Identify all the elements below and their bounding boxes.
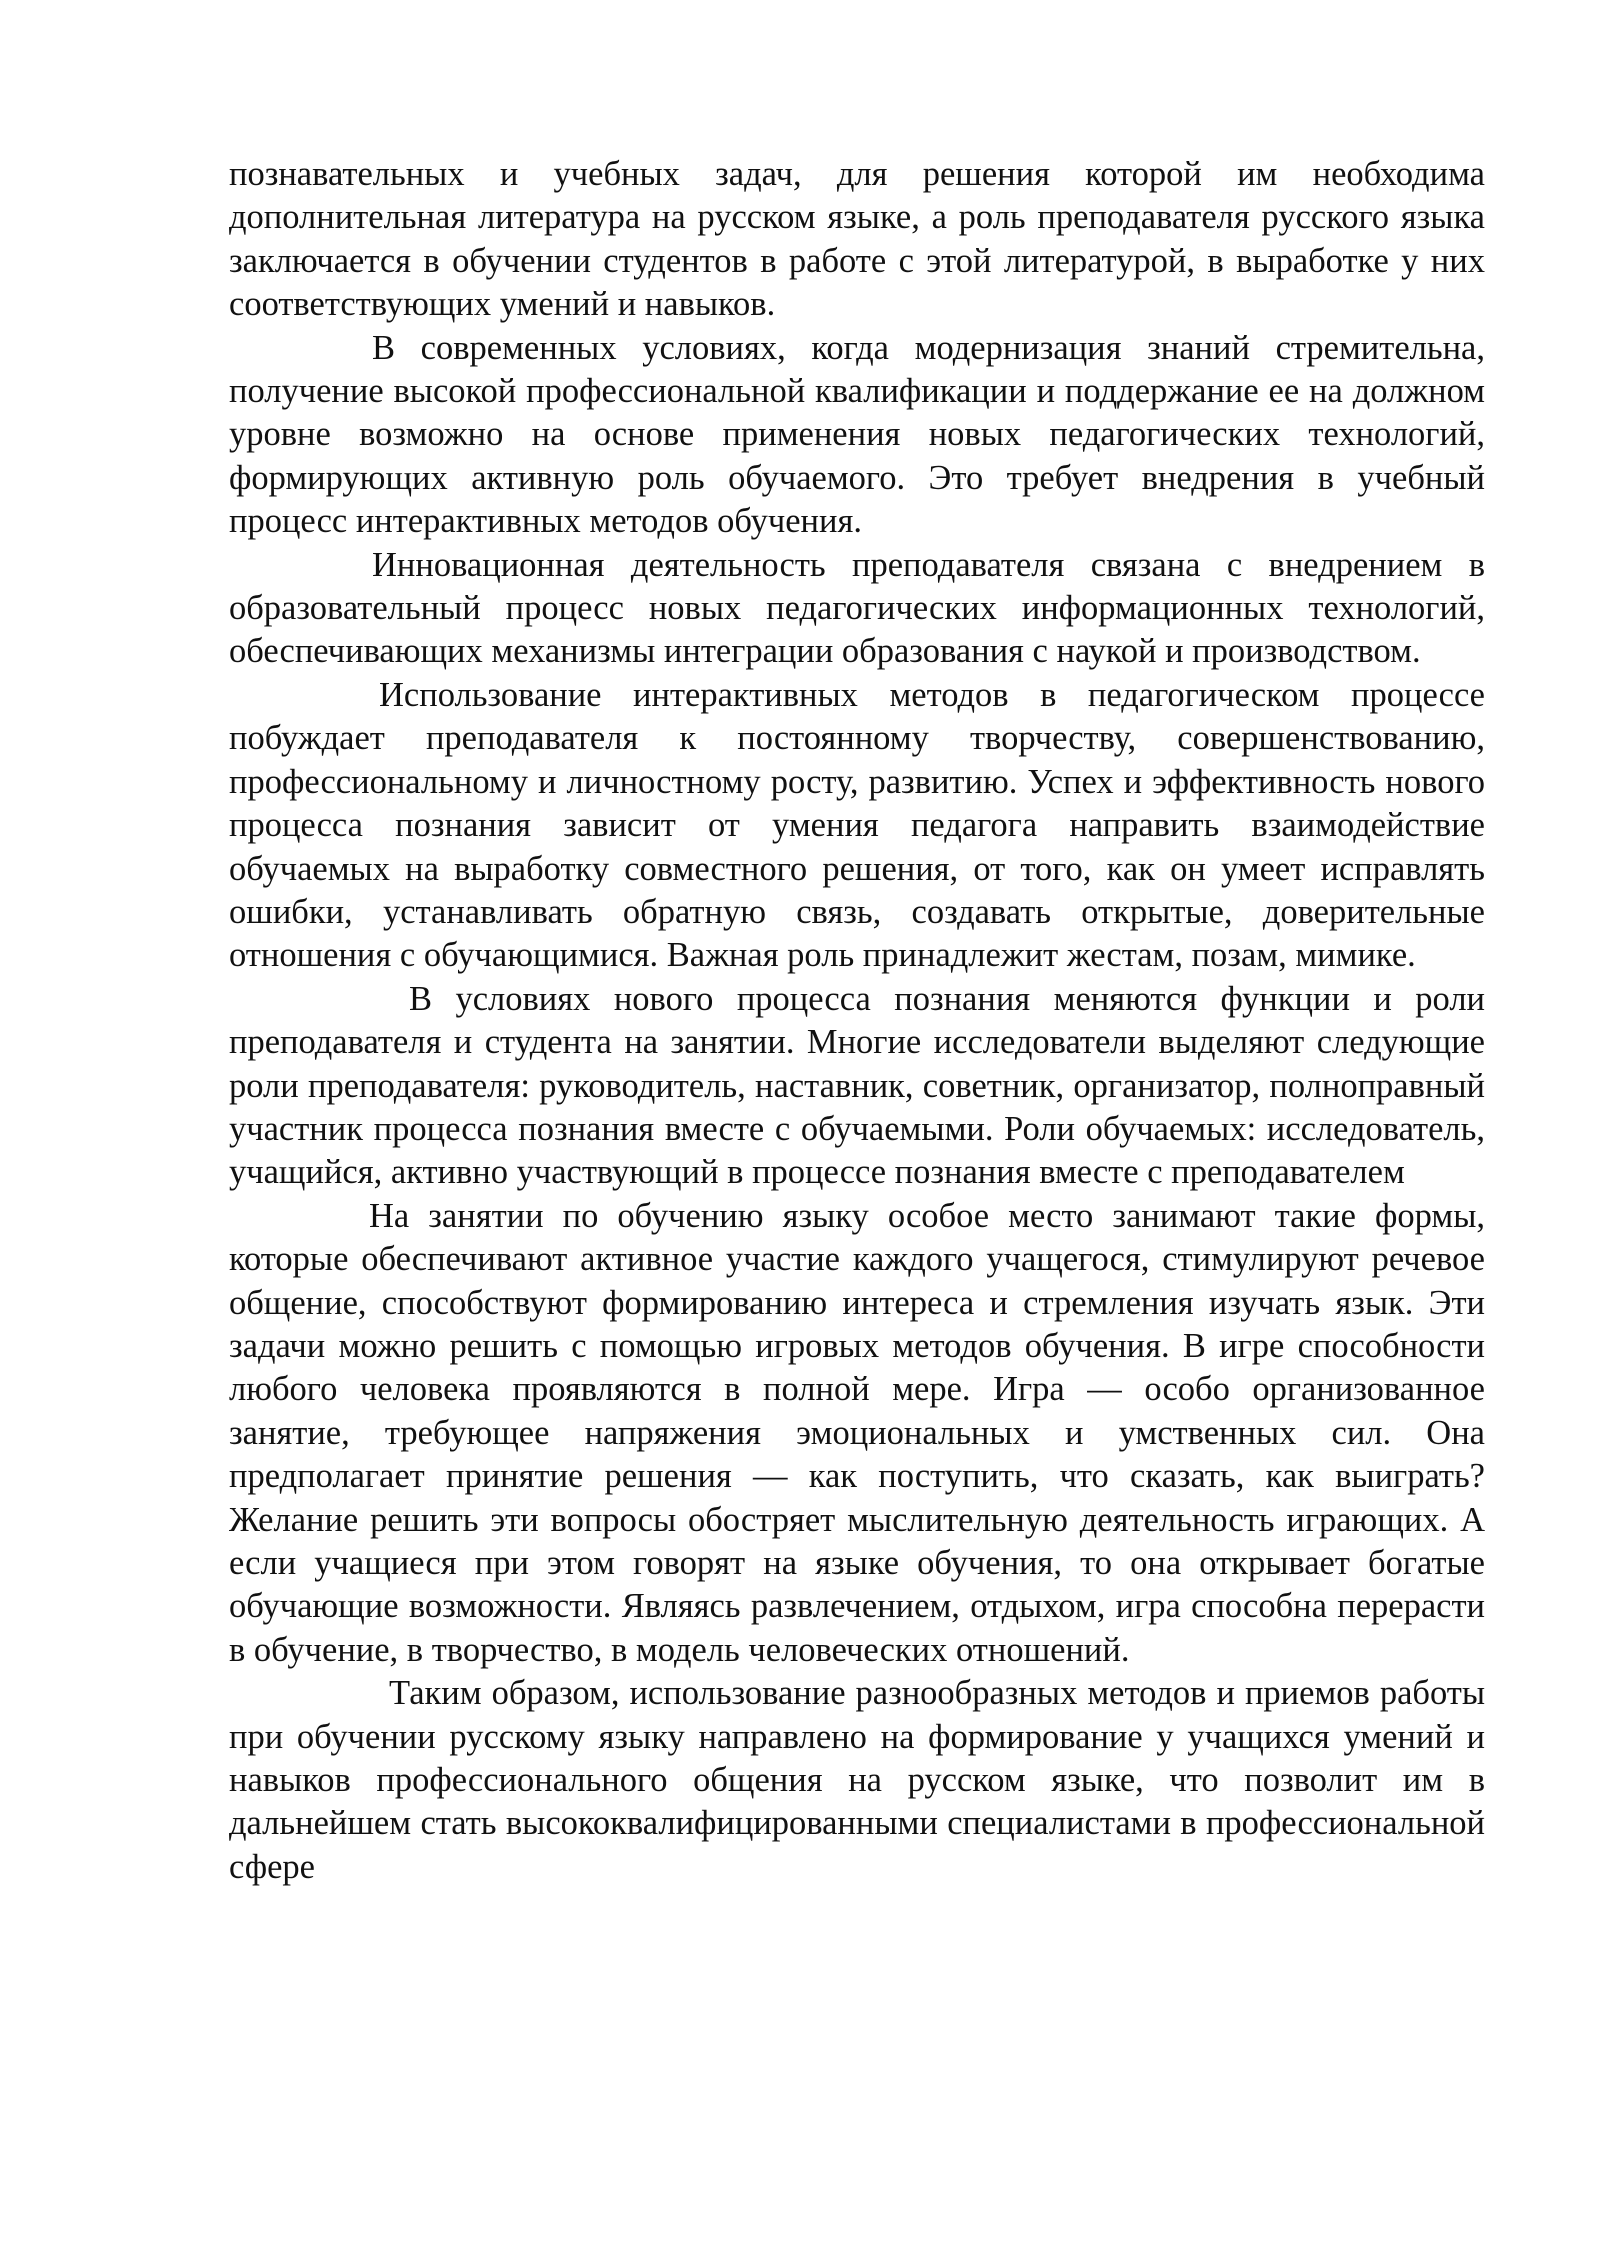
paragraph-2: В современных условиях, когда модернизация знаний стремительна, получение высокой профессиональной квалификации и поддержание ее на должном уровне возможно на основе применения новых педагогических технологий, формирующих активную роль обучаемого. Это требует внедрения в учебный процесс интерактивных методов обучения. bbox=[229, 328, 1485, 541]
paragraph-3: Инновационная деятельность преподавателя связана с внедрением в образовательный процесс новых педагогических информационных технологий, обеспечивающих механизмы интеграции образования с наукой и производством. bbox=[229, 545, 1485, 671]
paragraph-7: Таким образом, использование разнообразных методов и приемов работы при обучении русскому языку направлено на формирование у учащихся умений и навыков профессионального общения на русском языке, что позволит им в дальнейшем стать высококвалифицированными специалистами в профессиональной сфере bbox=[229, 1674, 1485, 1886]
paragraph-5: В условиях нового процесса познания меняются функции и роли преподавателя и студента на занятии. Многие исследователи выделяют следующие роли преподавателя: руководитель, наставник, советник, организатор, полноправный участник процесса познания вместе с обучаемыми. Роли обучаемых: исследователь, учащийся, активно участвующий в процессе познания вместе с преподавателем bbox=[229, 979, 1485, 1192]
document-body bbox=[229, 153, 1485, 1889]
paragraph-4: Использование интерактивных методов в педагогическом процессе побуждает преподавателя к постоянному творчеству, совершенствованию, профессиональному и личностному росту, развитию. Успех и эффективность нового процесса познания зависит от умения педагога направить взаимодействие обучаемых на выработку совместного решения, от того, как он умеет исправлять ошибки, устанавливать обратную связь, создавать открытые, доверительные отношения с обучающимися. Важная роль принадлежит жестам, позам, мимике. bbox=[229, 675, 1485, 975]
paragraph-1: познавательных и учебных задач, для решения которой им необходима дополнительная литература на русском языке, а роль преподавателя русского языка заключается в обучении студентов в работе с этой литературой, в выработке у них соответствующих умений и навыков. bbox=[229, 155, 1485, 324]
paragraph-6: На занятии по обучению языку особое место занимают такие формы, которые обеспечивают активное участие каждого учащегося, стимулируют речевое общение, способствуют формированию интереса и стремления изучать язык. Эти задачи можно решить с помощью игровых методов обучения. В игре способности любого человека проявляются в полной мере. Игра — особо организованное занятие, требующее напряжения эмоциональных и умственных сил. Она предполагает принятие решения — как поступить, что сказать, как выиграть? Желание решить эти вопросы обостряет мыслительную деятельность играющих. А если учащиеся при этом говорят на языке обучения, то она открывает богатые обучающие возможности. Являясь развлечением, отдыхом, игра способна перерасти в обучение, в творчество, в модель человеческих отношений. bbox=[229, 1196, 1485, 1669]
